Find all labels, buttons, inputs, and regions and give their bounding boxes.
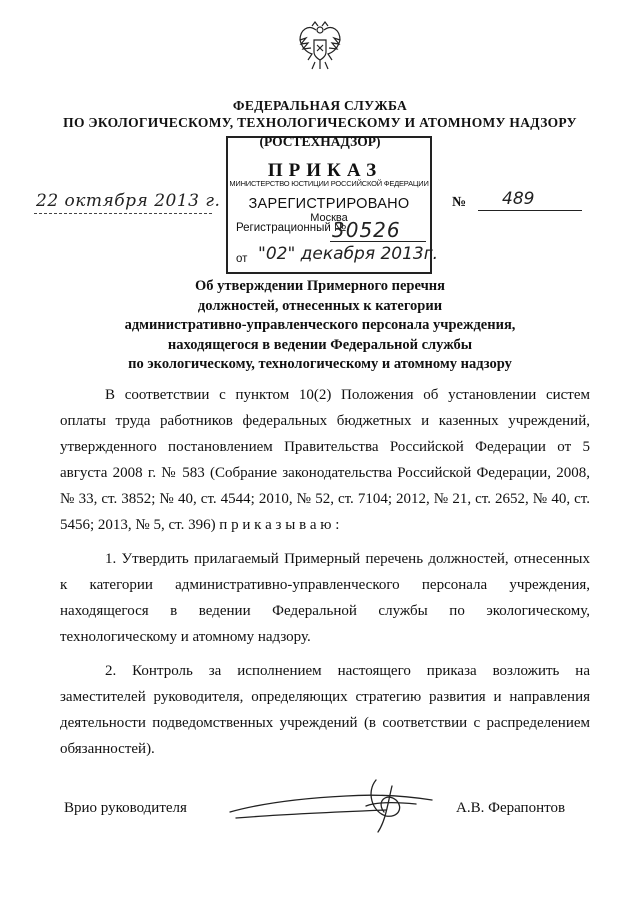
document-title [60, 277, 580, 375]
order-number-underline [478, 210, 582, 211]
title-line: Об утверждении Примерного перечня [195, 278, 445, 294]
item-2-paragraph: 2. Контроль за исполнением настоящего приказа возложить на заместителей руководителя, определяющих стратегию развития и направления деятельности подведомственных учреждений (в соответствии с распределением обязанностей). [60, 663, 590, 757]
stamp-reg-label: Регистрационный № [236, 222, 347, 234]
reg-number-underline [330, 241, 426, 242]
stamp-date-value: "02" декабря 2013г. [258, 244, 439, 264]
title-line: по экологическому, технологическому и атомному надзору [128, 356, 512, 372]
agency-abbreviation: (РОСТЕХНАДЗОР) [259, 134, 381, 149]
stamp-ministry: МИНИСТЕРСТВО ЮСТИЦИИ РОССИЙСКОЙ ФЕДЕРАЦИИ [229, 179, 429, 188]
handwritten-signature [226, 772, 436, 834]
preamble-paragraph: В соответствии с пунктом 10(2) Положения об установлении систем оплаты труда работников федеральных бюджетных и казенных учреждений, утвержденного постановлением Правительства Российской Федерации от 5 августа 2008 г. № 583 (Собрание законодательства Российской Федерации, 2008, № 33, ст. 3852; № 40, ст. 4544; 2010, № 52, ст. 7104; 2012, № 21, ст. 2652, № 40, ст. 5456; 2013, № 5, ст. 396) п р и к а з ы в а ю : [60, 387, 590, 533]
order-date: 22 октября 2013 г. [36, 191, 221, 211]
signatory-position: Врио руководителя [64, 800, 187, 816]
order-number-label: № [452, 195, 467, 210]
stamp-reg-number: 30526 [332, 218, 401, 242]
title-line: административно-управленческого персонала учреждения, [124, 317, 516, 333]
agency-name-line1: ФЕДЕРАЛЬНАЯ СЛУЖБА [232, 98, 408, 113]
title-line: должностей, отнесенных к категории [197, 297, 443, 314]
agency-header [60, 97, 580, 131]
order-date-underline [34, 213, 212, 214]
signatory-name: А.В. Ферапонтов [456, 800, 566, 816]
document-body [60, 382, 590, 762]
agency-name-line2: ПО ЭКОЛОГИЧЕСКОМУ, ТЕХНОЛОГИЧЕСКОМУ И АТОМНОМУ НАДЗОРУ [63, 115, 577, 130]
item-1-paragraph: 1. Утвердить прилагаемый Примерный перечень должностей, отнесенных к категории административно-управленческого персонала учреждения, находящегося в ведении Федеральной службы по экологическому, технологическому и атомному надзору. [60, 551, 590, 645]
order-number: 489 [502, 189, 535, 209]
stamp-registered: ЗАРЕГИСТРИРОВАНО [248, 196, 410, 212]
document-type: ПРИКАЗ [267, 160, 383, 181]
title-line: находящегося в ведении Федеральной службы [167, 336, 473, 353]
stamp-date-prefix: от [236, 253, 248, 265]
stamp-city: Москва [310, 212, 348, 224]
coat-of-arms-emblem [297, 20, 343, 72]
